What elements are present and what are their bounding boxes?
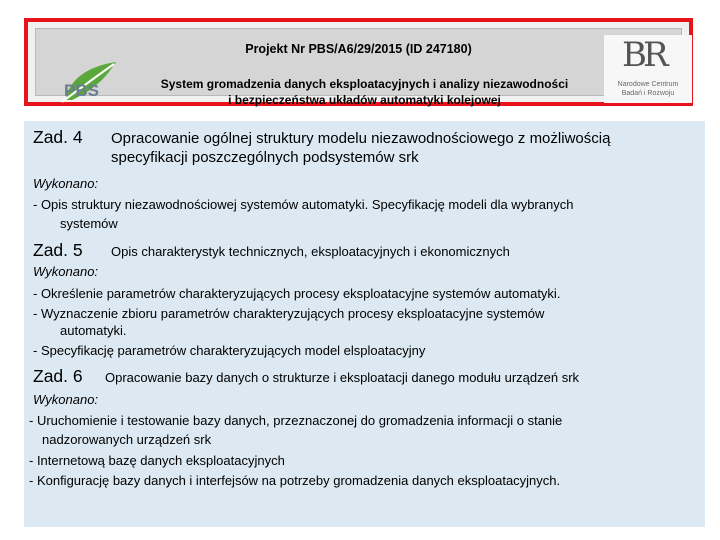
ncbr-logo bbox=[604, 35, 692, 103]
zad5-item: - Określenie parametrów charakteryzujących procesy eksploatacyjne systemów automatyki. bbox=[33, 286, 561, 301]
zad6-title: Opracowanie bazy danych o strukturze i eksploatacji danego modułu urządzeń srk bbox=[105, 370, 580, 385]
zad4-title bbox=[111, 129, 610, 167]
zad5-number: Zad. 5 bbox=[33, 240, 83, 260]
zad6-done-label: Wykonano: bbox=[33, 392, 99, 407]
zad4-title-line-1: Opracowanie ogólnej struktury modelu niezawodnościowego z możliwością bbox=[111, 130, 611, 147]
header-banner bbox=[24, 18, 693, 106]
header-inner bbox=[35, 28, 682, 107]
zad5-title: Opis charakterystyk technicznych, eksploatacyjnych i ekonomicznych bbox=[111, 244, 510, 259]
zad5-item: automatyki. bbox=[60, 323, 127, 338]
zad4-title-line-2: specyfikacji poszczególnych podsystemów srk bbox=[111, 149, 419, 166]
zad6-number: Zad. 6 bbox=[33, 366, 83, 386]
subtitle-line-1: System gromadzenia danych eksploatacyjnych i analizy niezawodności bbox=[160, 77, 569, 91]
zad4-item: - Opis struktury niezawodnościowej systemów automatyki. Specyfikację modeli dla wybranych bbox=[33, 197, 574, 212]
zad4-item: systemów bbox=[60, 216, 118, 231]
zad4-number: Zad. 4 bbox=[33, 127, 83, 147]
pbs-logo bbox=[58, 60, 118, 104]
zad6-item: - Internetową bazę danych eksploatacyjnych bbox=[29, 453, 285, 468]
pbs-logo-text: PBS bbox=[64, 81, 99, 100]
subtitle-line-2: i bezpieczeństwa układów automatyki kolejowej bbox=[228, 93, 501, 107]
zad5-item: - Specyfikację parametrów charakteryzujących model elsploatacyjny bbox=[33, 343, 426, 358]
zad6-item: nadzorowanych urządzeń srk bbox=[42, 432, 212, 447]
ncbr-logo-caption bbox=[604, 80, 692, 98]
zad6-item: - Uruchomienie i testowanie bazy danych, przeznaczonej do gromadzenia informacji o stanie bbox=[29, 413, 563, 428]
zad5-done-label: Wykonano: bbox=[33, 264, 99, 279]
zad4-done-label: Wykonano: bbox=[33, 176, 99, 191]
ncbr-caption-line-2: Badań i Rozwoju bbox=[621, 90, 675, 97]
project-id: Projekt Nr PBS/A6/29/2015 (ID 247180) bbox=[245, 42, 472, 56]
ncbr-logo-mark: BR bbox=[622, 35, 665, 75]
zad5-item: - Wyznaczenie zbioru parametrów charakteryzujących procesy eksploatacyjne systemów bbox=[33, 306, 545, 321]
content-panel bbox=[24, 121, 705, 527]
project-subtitle bbox=[136, 76, 593, 108]
zad6-item: - Konfigurację bazy danych i interfejsów na potrzeby gromadzenia danych eksploatacyjnych. bbox=[29, 473, 561, 488]
ncbr-caption-line-1: Narodowe Centrum bbox=[617, 81, 679, 88]
